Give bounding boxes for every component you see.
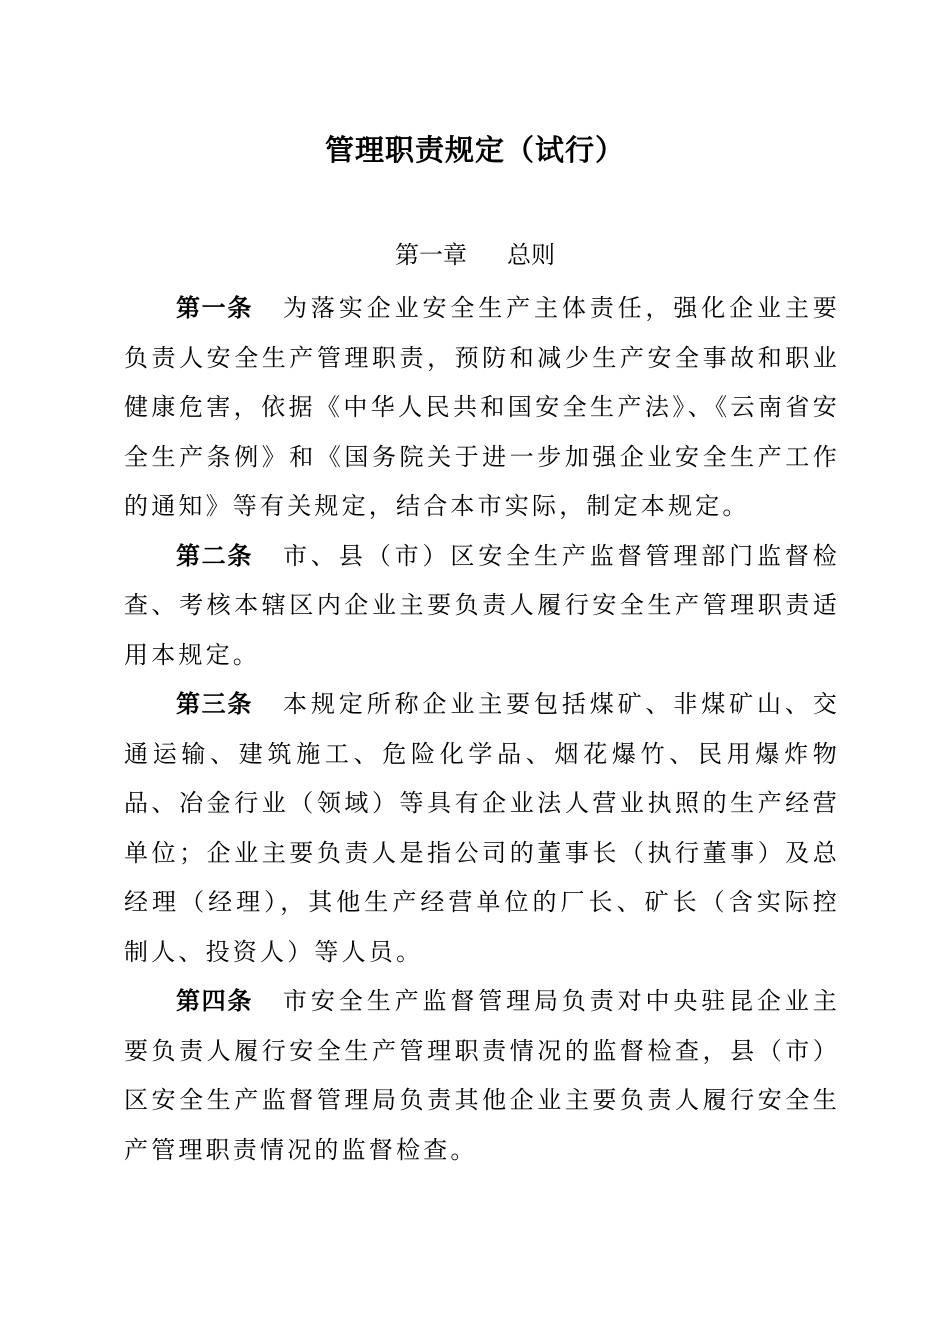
article-2-label: 第二条: [176, 541, 254, 570]
article-2-text: 市、县（市）区安全生产监督管理部门监督检查、考核本辖区内企业主要负责人履行安全生产管理职责适用本规定。: [124, 541, 840, 669]
chapter-number: 第一章: [395, 241, 467, 269]
article-1-text: 为落实企业安全生产主体责任，强化企业主要负责人安全生产管理职责，预防和减少生产安全事故和职业健康危害，依据《中华人民共和国安全生产法》、《云南省安全生产条例》和《国务院关于进一步加强企业安全生产工作的通知》等有关规定，结合本市实际，制定本规定。: [124, 294, 840, 520]
document-title: 管理职责规定（试行）: [324, 133, 625, 167]
chapter-heading: [0, 232, 950, 278]
article-4-label: 第四条: [176, 987, 254, 1015]
article-3: [124, 680, 840, 977]
chapter-name: 总则: [507, 241, 555, 269]
article-2: [124, 532, 840, 681]
article-3-text: 本规定所称企业主要包括煤矿、非煤矿山、交通运输、建筑施工、危险化学品、烟花爆竹、民用爆炸物品、冶金行业（领域）等具有企业法人营业执照的生产经营单位；企业主要负责人是指公司的董事长（执行董事）及总经理（经理），其他生产经营单位的厂长、矿长（含实际控制人、投资人）等人员。: [124, 690, 840, 966]
article-4: [124, 977, 840, 1175]
article-3-label: 第三条: [176, 690, 254, 718]
article-list: [124, 284, 840, 1175]
article-4-text: 市安全生产监督管理局负责对中央驻昆企业主要负责人履行安全生产管理职责情况的监督检查，县（市）区安全生产监督管理局负责其他企业主要负责人履行安全生产管理职责情况的监督检查。: [124, 987, 840, 1164]
article-1: [124, 284, 840, 532]
article-1-label: 第一条: [176, 294, 254, 322]
